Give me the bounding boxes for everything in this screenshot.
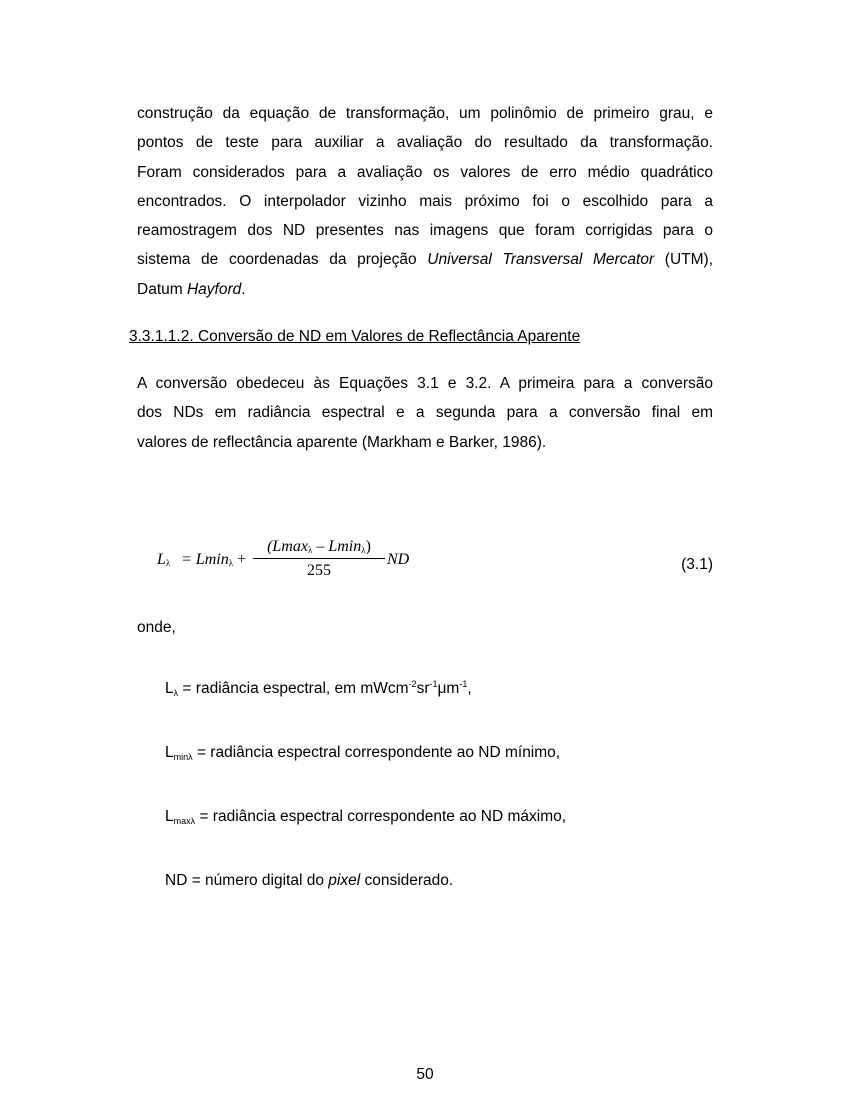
definition-l-lambda bbox=[165, 680, 472, 698]
definition-nd bbox=[165, 872, 453, 890]
def-subscript: minλ bbox=[173, 752, 193, 762]
paragraph-line: Foram considerados para a avaliação os valores de erro médio quadrático bbox=[137, 163, 713, 181]
def-subscript: maxλ bbox=[173, 816, 196, 826]
def-superscript: -1 bbox=[459, 679, 468, 689]
def-subscript: λ bbox=[173, 688, 179, 698]
paragraph-line bbox=[137, 245, 713, 274]
equation-term: ) bbox=[365, 538, 371, 555]
page-number: 50 bbox=[416, 1066, 434, 1083]
equation-nd: ND bbox=[387, 551, 410, 568]
def-superscript: -2 bbox=[408, 679, 417, 689]
paragraph-line bbox=[137, 275, 713, 304]
def-symbol: L bbox=[165, 680, 174, 697]
def-text: considerado. bbox=[360, 872, 454, 889]
def-italic: pixel bbox=[328, 872, 361, 889]
paragraph-line: valores de reflectância aparente (Markham e Barker, 1986). bbox=[137, 433, 547, 451]
paragraph-line: pontos de teste para auxiliar a avaliação do resultado da transformação. bbox=[137, 134, 713, 152]
equation-number: (3.1) bbox=[681, 556, 713, 573]
onde-label: onde, bbox=[137, 619, 176, 636]
paragraph-line: A conversão obedeceu às Equações 3.1 e 3.2. A primeira para a conversão bbox=[137, 375, 713, 392]
text-run: . bbox=[241, 280, 246, 298]
equation-subscript: λ bbox=[228, 558, 234, 568]
def-text: , bbox=[467, 680, 472, 697]
def-text: = radiância espectral correspondente ao ND máximo, bbox=[195, 808, 567, 825]
equation-middle bbox=[181, 551, 246, 569]
equation-subscript: λ bbox=[165, 558, 171, 568]
fraction-denominator: 255 bbox=[307, 562, 331, 579]
paragraph-conversion bbox=[137, 369, 713, 457]
equation-term: – Lmin bbox=[312, 538, 362, 555]
fraction-numerator bbox=[253, 538, 385, 559]
def-text: sr bbox=[416, 680, 430, 697]
text-italic: Hayford bbox=[186, 280, 242, 298]
text-italic: Universal Transversal Mercator bbox=[427, 251, 655, 269]
def-superscript: -1 bbox=[429, 679, 438, 689]
text-run: Datum bbox=[137, 280, 187, 298]
equation-3-1 bbox=[157, 538, 713, 590]
equation-fraction bbox=[253, 538, 385, 580]
def-text: μm bbox=[437, 680, 460, 697]
paragraph-georeferencing bbox=[137, 99, 713, 304]
equation-symbol: L bbox=[157, 551, 166, 568]
paragraph-line: reamostragem dos ND presentes nas imagens que foram corrigidas para o bbox=[137, 222, 713, 240]
def-symbol: L bbox=[165, 808, 174, 825]
text-run: sistema de coordenadas da projeção bbox=[137, 251, 428, 269]
paragraph-line: construção da equação de transformação, um polinômio de primeiro grau, e bbox=[137, 105, 713, 122]
equation-subscript: λ bbox=[307, 545, 313, 555]
equation-operator: + bbox=[233, 551, 247, 568]
text-run: (UTM), bbox=[654, 251, 713, 269]
section-heading: 3.3.1.1.2. Conversão de ND em Valores de Reflectância Aparente bbox=[129, 328, 581, 345]
def-text: = radiância espectral correspondente ao ND mínimo, bbox=[192, 744, 561, 761]
paragraph-line: encontrados. O interpolador vizinho mais próximo foi o escolhido para a bbox=[137, 192, 713, 210]
definition-lmax bbox=[165, 808, 566, 826]
equation-term: = Lmin bbox=[181, 551, 229, 568]
paragraph-line: dos NDs em radiância espectral e a segunda para a conversão final em bbox=[137, 404, 713, 422]
def-symbol: L bbox=[165, 744, 174, 761]
equation-subscript: λ bbox=[361, 545, 366, 555]
equation-lhs bbox=[157, 551, 170, 569]
equation-term: (Lmax bbox=[267, 538, 308, 555]
definition-lmin bbox=[165, 744, 560, 762]
def-text: ND = número digital do bbox=[165, 872, 329, 889]
def-text: = radiância espectral, em mWcm bbox=[178, 680, 409, 697]
